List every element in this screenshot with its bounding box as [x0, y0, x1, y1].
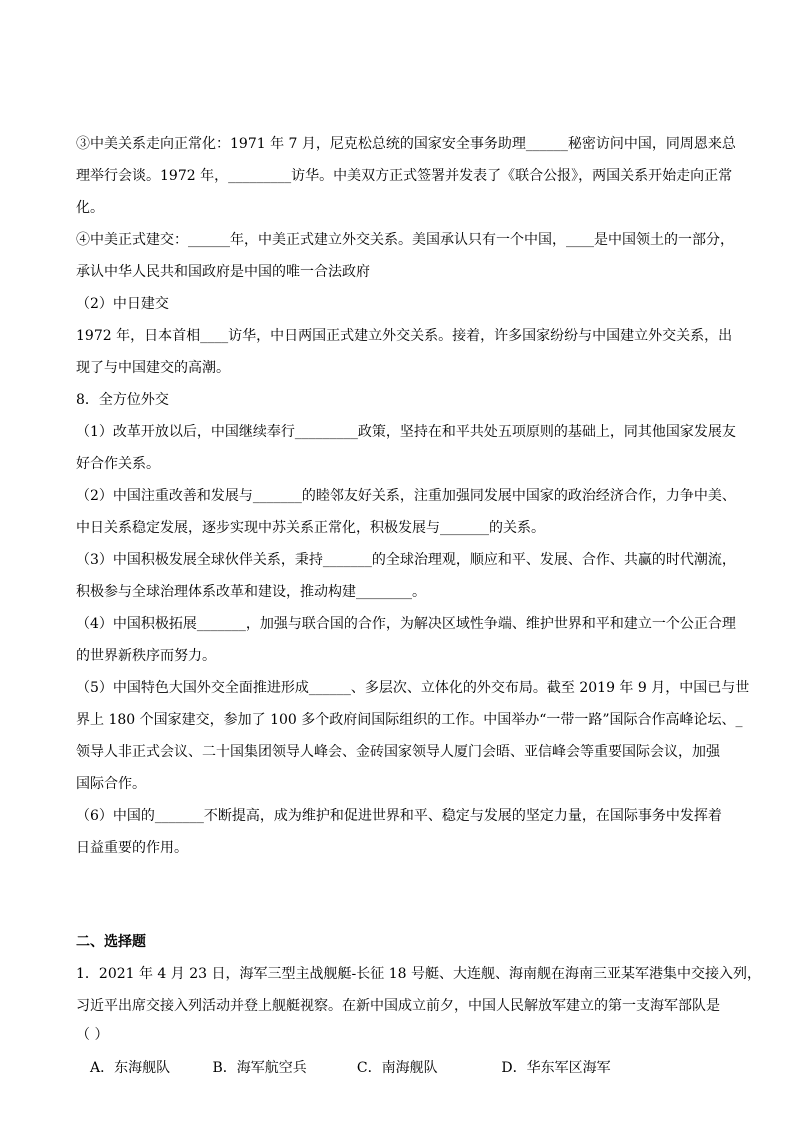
option-d[interactable]: D．华东军区海军 — [501, 1060, 611, 1076]
text-line: （6）中国的_______不断提高，成为维护和促进世界和平、稳定与发展的坚定力量，在国际事务中发挥着 — [76, 808, 722, 824]
section-title: 二、选择题 — [76, 934, 146, 950]
text-line: 中日关系稳定发展，逐步实现中苏关系正常化，积极发展与_______的关系。 — [76, 520, 545, 536]
section-gap — [76, 864, 736, 926]
text-line: 积极参与全球治理体系改革和建设，推动构建________。 — [76, 584, 426, 600]
text-line: 日益重要的作用。 — [76, 840, 188, 856]
text-line: 8．全方位外交 — [76, 392, 169, 408]
text-line: （2）中日建交 — [76, 296, 169, 312]
question-text-line: 1．2021 年 4 月 23 日，海军三型主战舰艇-长征 18 号艇、大连舰、海南舰在海南三亚某军港集中交接入列， — [76, 966, 761, 982]
text-line: 好合作关系。 — [76, 456, 160, 472]
text-line: （5）中国特色大国外交全面推进形成______、多层次、立体化的外交布局。截至 2019 年 9 月，中国已与世 — [76, 680, 750, 696]
text-line: 领导人非正式会议、二十国集团领导人峰会、金砖国家领导人厦门会晤、亚信峰会等重要国际会议，加强 — [76, 744, 720, 760]
text-line: （2）中国注重改善和发展与_______的睦邻友好关系，注重加强同发展中国家的政治经济合作，力争中美、 — [76, 488, 736, 504]
option-c[interactable]: C．南海舰队 — [356, 1060, 438, 1076]
text-line: （4）中国积极拓展_______，加强与联合国的合作，为解决区域性争端、维护世界和平和建立一个公正合理 — [76, 616, 736, 632]
text-line: （3）中国积极发展全球伙伴关系，秉持_______的全球治理观，顺应和平、发展、合作、共赢的时代潮流， — [76, 552, 736, 568]
text-line: （1）改革开放以后，中国继续奉行_________政策，坚持在和平共处五项原则的基础上，同其他国家发展友 — [76, 424, 736, 440]
text-line: 的世界新秩序而努力。 — [76, 648, 216, 664]
text-line: 理举行会谈。1972 年，_________访华。中美双方正式签署并发表了《联合公报》，两国关系开始走向正常 — [76, 168, 733, 184]
answer-bracket: （ ） — [76, 1027, 109, 1043]
text-line: 1972 年，日本首相____访华，中日两国正式建立外交关系。接着，许多国家纷纷与中国建立外交关系，出 — [76, 328, 733, 344]
option-b[interactable]: B．海军航空兵 — [212, 1060, 307, 1076]
text-line: 国际合作。 — [76, 776, 146, 792]
answer-options — [76, 1052, 736, 1084]
text-line: 承认中华人民共和国政府是中国的唯一合法政府 — [76, 264, 370, 280]
text-line: 现了与中国建交的高潮。 — [76, 360, 230, 376]
text-line: ④中美正式建交：______年，中美正式建立外交关系。美国承认只有一个中国，____是中国领土的一部分， — [76, 232, 734, 248]
option-a[interactable]: A．东海舰队 — [90, 1060, 171, 1076]
text-line: 界上 180 个国家建交，参加了 100 多个政府间国际组织的工作。中国举办“一带一路”国际合作高峰论坛、_ — [76, 712, 743, 728]
text-line: 化。 — [76, 200, 104, 216]
document-page — [76, 128, 761, 1084]
text-line: ③中美关系走向正常化：1971 年 7 月，尼克松总统的国家安全事务助理______秘密访问中国，同周恩来总 — [76, 136, 736, 152]
question-text-line: 习近平出席交接入列活动并登上舰艇视察。在新中国成立前夕，中国人民解放军建立的第一支海军部队是 — [76, 998, 720, 1014]
